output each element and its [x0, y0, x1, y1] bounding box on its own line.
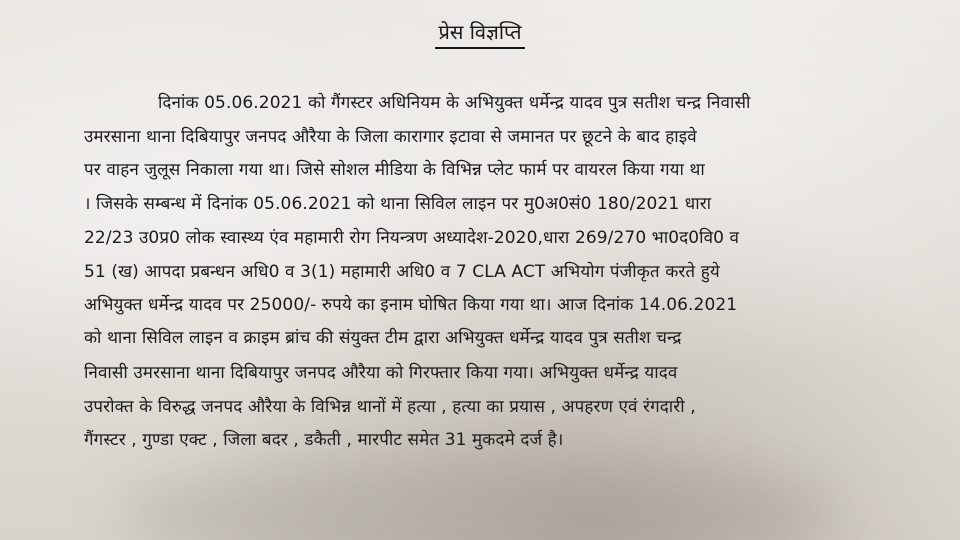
- paragraph-line-7: अभियुक्त धर्मेन्द्र यादव पर 25000/- रुपये का इनाम घोषित किया गया था। आज दिनांक 14.06.2021: [84, 295, 738, 315]
- paragraph-line-4: । जिसके सम्बन्ध में दिनांक 05.06.2021 को थाना सिविल लाइन पर मु0अ0सं0 180/2021 धारा: [84, 194, 712, 214]
- document-title: [0, 18, 960, 49]
- paragraph-line-2: उमरसाना थाना दिबियापुर जनपद औरैया के जिला कारागार इटावा से जमानत पर छूटने के बाद हाइवे: [84, 127, 697, 147]
- paragraph-line-9: निवासी उमरसाना थाना दिबियापुर जनपद औरैया को गिरफ्तार किया गया। अभियुक्त धर्मेन्द्र यादव: [84, 363, 678, 383]
- paragraph-line-10: उपरोक्त के विरुद्ध जनपद औरैया के विभिन्न थानों में हत्या , हत्या का प्रयास , अपहरण एवं रंगदारी ,: [84, 397, 696, 417]
- paragraph-line-6: 51 (ख) आपदा प्रबन्धन अधि0 व 3(1) महामारी अधि0 व 7 CLA ACT अभियोग पंजीकृत करते हुये: [84, 262, 720, 282]
- paragraph-line-3: पर वाहन जुलूस निकाला गया था। जिसे सोशल मीडिया के विभिन्न प्लेट फार्म पर वायरल किया गया था: [84, 160, 705, 180]
- paragraph-line-5: 22/23 उ0प्र0 लोक स्वास्थ्य एंव महामारी रोग नियन्त्रण अध्यादेश-2020,धारा 269/270 भा0द0वि0 व: [84, 228, 740, 248]
- paragraph-line-1: दिनांक 05.06.2021 को गैंगस्टर अधिनियम के अभियुक्त धर्मेन्द्र यादव पुत्र सतीश चन्द्र निवासी: [158, 93, 751, 113]
- paragraph-line-8: को थाना सिविल लाइन व क्राइम ब्रांच की संयुक्त टीम द्वारा अभियुक्त धर्मेन्द्र यादव पुत्र सतीश चन्द्र: [84, 328, 682, 348]
- document-title-text: प्रेस विज्ञप्ति: [435, 18, 524, 49]
- paragraph-line-11: गैंगस्टर , गुण्डा एक्ट , जिला बदर , डकैती , मारपीट समेत 31 मुकदमे दर्ज है।: [84, 430, 564, 450]
- page-shadow: [120, 450, 840, 540]
